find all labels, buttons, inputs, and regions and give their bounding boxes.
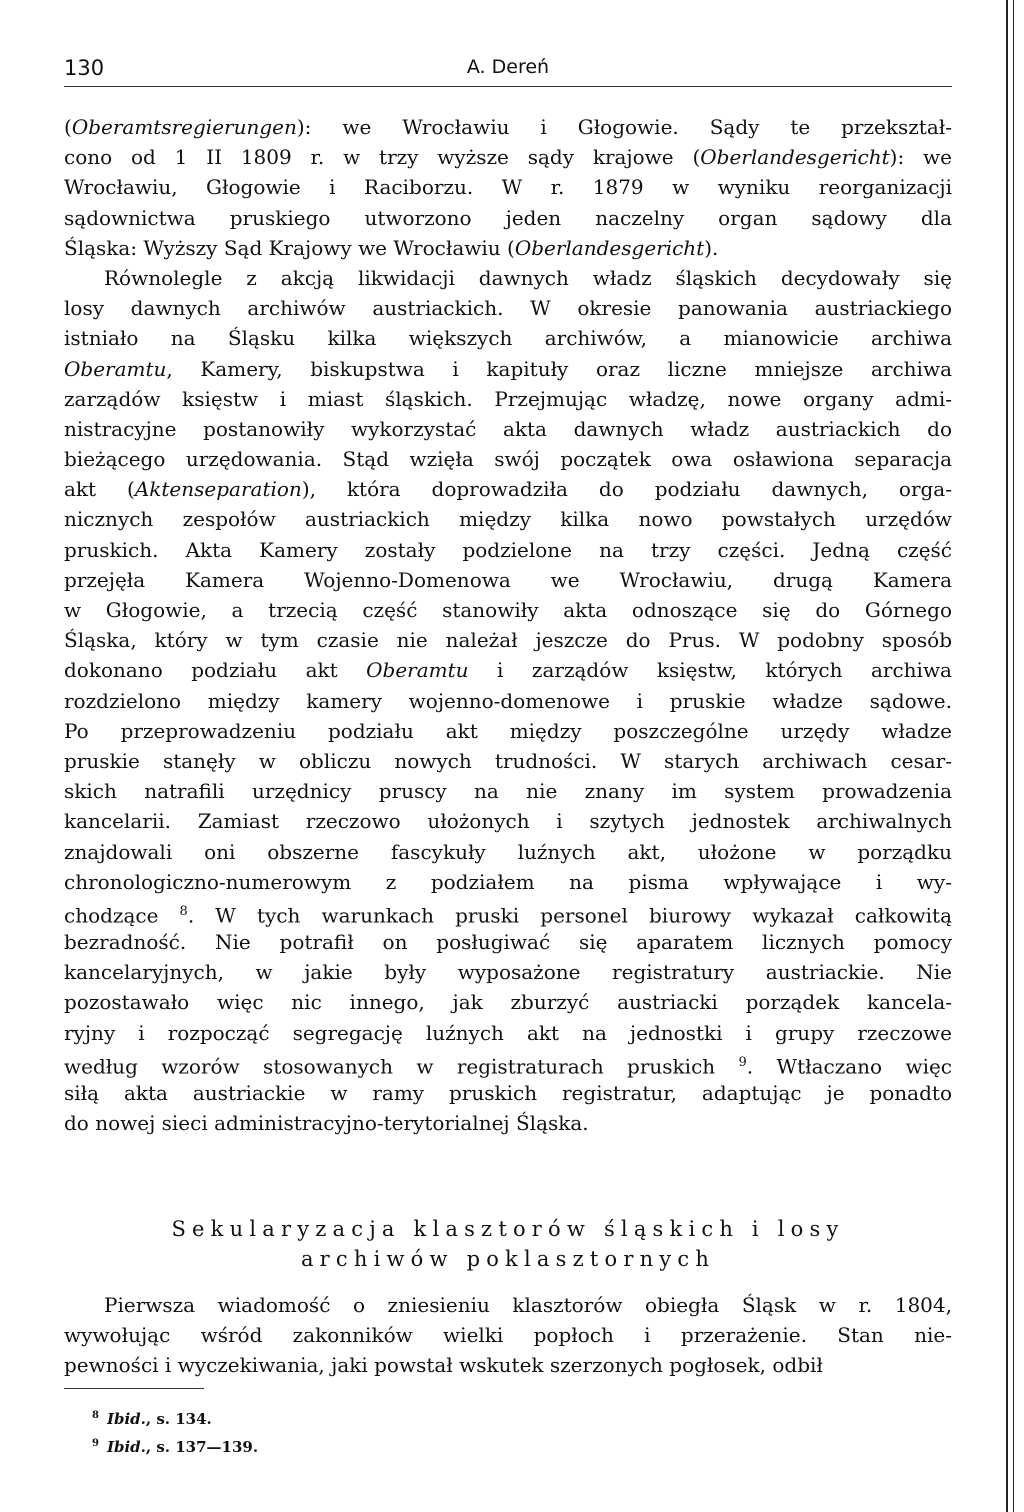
footnote-9 <box>92 1430 258 1458</box>
text-segment: dokonano podziału akt <box>64 658 367 683</box>
text-line <box>64 474 952 504</box>
footnote-rule <box>64 1388 204 1389</box>
text-line <box>64 142 952 172</box>
main-text <box>64 112 952 1138</box>
text-segment: nicznych zespołów austriackich między kilka nowo powstałych urzędów <box>64 507 952 532</box>
text-segment: istniało na Śląsku kilka większych archiwów, a mianowicie archiwa <box>64 326 952 351</box>
text-line <box>64 172 952 202</box>
text-line <box>64 595 952 625</box>
text-line <box>64 414 952 444</box>
paragraph-2 <box>64 263 952 1138</box>
text-segment: chodzące <box>64 903 180 928</box>
text-line <box>64 323 952 353</box>
text-line <box>64 444 952 474</box>
text-segment: pruskie stanęły w obliczu nowych trudności. W starych archiwach cesar- <box>64 748 952 773</box>
text-segment: nistracyjne postanowiły wykorzystać akta dawnych władz austriackich do <box>64 416 952 441</box>
text-segment: zarządów księstw i miast śląskich. Przejmując władzę, nowe organy admi- <box>64 386 952 411</box>
text-segment: Równolegle z akcją likwidacji dawnych władz śląskich decydowały się <box>104 265 952 290</box>
text-line <box>64 535 952 565</box>
text-segment: 8 <box>179 903 188 919</box>
text-segment: pewności i wyczekiwania, jaki powstał wskutek szerzonych pogłosek, odbił <box>64 1353 823 1378</box>
text-segment: Oberamtu <box>366 658 469 683</box>
text-line <box>64 384 952 414</box>
text-line <box>64 686 952 716</box>
text-segment: 9 <box>738 1054 747 1070</box>
section-heading-line-2: archiwów poklasztornych <box>300 1247 716 1271</box>
text-segment: Oberlandesgericht <box>700 145 890 170</box>
text-line <box>64 897 952 927</box>
text-line <box>64 565 952 595</box>
footnote-number: 8 <box>92 1410 99 1421</box>
text-line <box>64 837 952 867</box>
text-segment: Wrocławiu, Głogowie i Raciborzu. W r. 1879 w wyniku reorganizacji <box>64 175 952 200</box>
scan-edge-line <box>1013 0 1014 1512</box>
scan-edge-line <box>1006 0 1008 1512</box>
footnote-ref: Ibid. <box>106 1438 146 1456</box>
text-line <box>64 625 952 655</box>
text-line <box>64 806 952 836</box>
text-segment: przejęła Kamera Wojenno-Domenowa we Wrocławiu, drugą Kamera <box>64 567 952 592</box>
text-line <box>64 1108 952 1138</box>
footnote-text: , s. 137—139. <box>145 1438 259 1456</box>
text-segment: akt ( <box>64 477 135 502</box>
text-line <box>64 354 952 384</box>
footnote-number: 9 <box>92 1438 99 1449</box>
text-line <box>64 1048 952 1078</box>
text-segment: skich natrafili urzędnicy pruscy na nie znany im system prowadzenia <box>64 779 952 804</box>
text-segment: Oberlandesgericht <box>514 235 705 260</box>
text-segment: bezradność. Nie potrafił on posługiwać się aparatem licznych pomocy <box>64 930 952 955</box>
footnotes <box>92 1402 258 1458</box>
paragraph-3 <box>64 1290 952 1381</box>
footnote-8 <box>92 1402 258 1430</box>
text-segment: ), która doprowadziła do podziału dawnych, orga- <box>301 477 952 502</box>
text-segment: , Kamery, biskupstwa i kapituły oraz liczne mniejsze archiwa <box>166 356 952 381</box>
text-segment: cono od 1 II 1809 r. w trzy wyższe sądy krajowe ( <box>64 145 701 170</box>
text-line <box>64 263 952 293</box>
text-segment: ). <box>704 235 719 260</box>
text-line <box>64 655 952 685</box>
section-heading <box>64 1214 952 1274</box>
section-text <box>64 1290 952 1381</box>
text-line <box>64 1290 952 1320</box>
text-segment: bieżącego urzędowania. Stąd wzięła swój początek owa osławiona separacja <box>64 447 952 472</box>
text-line <box>64 504 952 534</box>
text-segment: znajdowali oni obszerne fascykuły luźnych akt, ułożone w porządku <box>64 839 952 864</box>
text-segment: . Wtłaczano więc <box>746 1054 952 1078</box>
text-segment: Oberamtsregierungen <box>71 115 297 139</box>
text-line <box>64 867 952 897</box>
text-segment: wywołując wśród zakonników wielki popłoch i przerażenie. Stan nie- <box>64 1323 952 1348</box>
text-segment: losy dawnych archiwów austriackich. W okresie panowania austriackiego <box>64 296 952 321</box>
text-segment: chronologiczno-numerowym z podziałem na pisma wpływające i wy- <box>64 869 952 894</box>
text-segment: kancelaryjnych, w jakie były wyposażone registratury austriackie. Nie <box>64 960 952 985</box>
text-line <box>64 716 952 746</box>
text-segment: pozostawało więc nic innego, jak zburzyć austriacki porządek kancela- <box>64 990 952 1015</box>
text-segment: ( <box>64 115 72 139</box>
text-segment: i zarządów księstw, których archiwa <box>468 658 952 683</box>
text-segment: sądownictwa pruskiego utworzono jeden naczelny organ sądowy dla <box>64 205 952 230</box>
text-segment: Pierwsza wiadomość o zniesieniu klasztorów obiegła Śląsk w r. 1804, <box>104 1293 952 1317</box>
text-segment: ): we Wrocławiu i Głogowie. Sądy te przekształ- <box>296 115 952 139</box>
text-segment: według wzorów stosowanych w registraturach pruskich <box>64 1054 739 1078</box>
text-line <box>64 1320 952 1350</box>
text-segment: rozdzielono między kamery wojenno-domenowe i pruskie władze sądowe. <box>64 688 952 713</box>
text-line <box>64 957 952 987</box>
text-segment: Oberamtu <box>64 356 167 381</box>
text-segment: . W tych warunkach pruski personel biurowy wykazał całkowitą <box>187 903 952 928</box>
text-segment: Po przeprowadzeniu podziału akt między poszczególne urzędy władze <box>64 718 952 743</box>
text-segment: ryjny i rozpocząć segregację luźnych akt na jednostki i grupy rzeczowe <box>64 1020 952 1045</box>
page-number: 130 <box>64 56 105 80</box>
text-segment: do nowej sieci administracyjno-terytorialnej Śląska. <box>64 1111 589 1136</box>
footnote-text: , s. 134. <box>145 1410 212 1428</box>
text-line <box>64 233 952 263</box>
text-line <box>64 1078 952 1108</box>
text-line <box>64 746 952 776</box>
text-segment: ): we <box>889 145 952 170</box>
text-segment: Śląska: Wyższy Sąd Krajowy we Wrocławiu ( <box>64 235 515 260</box>
paragraph-1 <box>64 112 952 263</box>
text-line <box>64 112 952 142</box>
text-line <box>64 927 952 957</box>
running-head-author: A. Dereń <box>466 56 550 78</box>
text-segment: siłą akta austriackie w ramy pruskich registratur, adaptując je ponadto <box>64 1081 952 1105</box>
text-segment: pruskich. Akta Kamery zostały podzielone na trzy części. Jedną część <box>64 537 952 562</box>
text-line <box>64 1018 952 1048</box>
text-line <box>64 293 952 323</box>
footnote-ref: Ibid. <box>106 1410 146 1428</box>
running-header <box>64 56 952 86</box>
text-segment: Śląska, który w tym czasie nie należał jeszcze do Prus. W podobny sposób <box>64 628 952 653</box>
section-heading-line-1: Sekularyzacja klasztorów śląskich i losy <box>171 1217 845 1241</box>
text-line <box>64 776 952 806</box>
text-segment: Aktenseparation <box>134 477 302 502</box>
text-segment: w Głogowie, a trzecią część stanowiły akta odnoszące się do Górnego <box>64 598 952 622</box>
header-rule <box>64 86 952 87</box>
text-line <box>64 987 952 1017</box>
text-line <box>64 1350 952 1380</box>
text-segment: kancelarii. Zamiast rzeczowo ułożonych i szytych jednostek archiwalnych <box>64 809 952 834</box>
text-line <box>64 203 952 233</box>
